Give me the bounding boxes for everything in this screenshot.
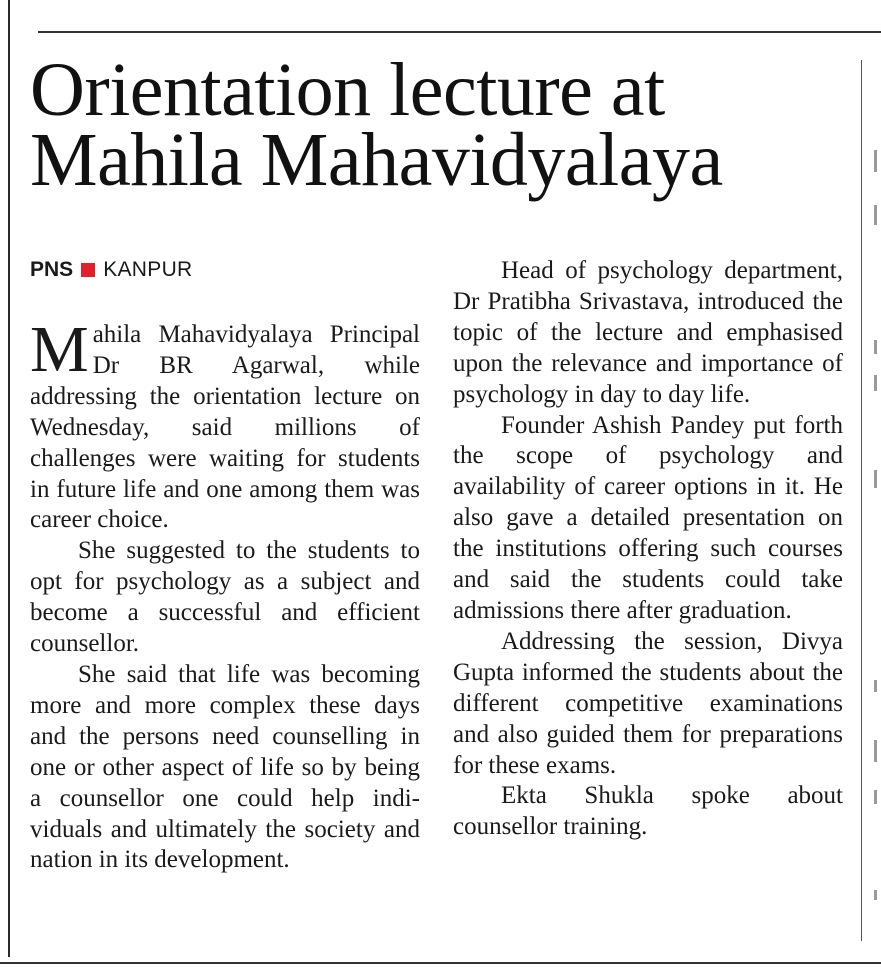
paragraph: Ekta Shukla spoke about counsellor training.	[453, 782, 843, 841]
drop-cap: M	[30, 313, 89, 386]
right-column-rule	[861, 60, 862, 941]
adjacent-column-edge	[870, 40, 881, 940]
byline-agency: PNS	[30, 258, 74, 281]
paragraph: Addressing the session, Divya Gupta informed the students about the different competitive examinations and also guided them for preparations for these exams.	[453, 627, 843, 779]
top-rule	[38, 31, 881, 33]
bottom-rule	[0, 962, 881, 964]
article-column-left	[30, 313, 420, 876]
paragraph: Mahila Mahavidyalaya Principal Dr BR Agarwal, while addressing the orientation lecture on Wednesday, said millions of challenges were waiting for students in future life and one among them was career choice.	[30, 313, 420, 534]
byline-square-icon	[81, 263, 95, 277]
paragraph: Founder Ashish Pandey put forth the scope of psychology and availability of career options in it. He also gave a detailed presentation on the institutions offering such courses and said the students could take admissions there after graduation.	[453, 411, 843, 624]
paragraph: She said that life was becoming more and more complex these days and the persons need counselling in one or other aspect of life so by being a counsellor one could help individuals and ultimately the society and nation in its development.	[30, 660, 420, 874]
previous-article-fragment	[20, 0, 860, 8]
paragraph: She suggested to the students to opt for psychology as a subject and become a successful and efficient counsellor.	[30, 537, 420, 658]
paragraph: Head of psychology department, Dr Pratibha Srivastava, introduced the topic of the lecture and emphasised upon the relevance and importance of psychology in day to day life.	[453, 257, 843, 408]
byline	[30, 258, 193, 282]
headline	[30, 48, 860, 202]
left-column-rule	[8, 0, 10, 957]
headline-line-1: Orientation lecture at	[30, 48, 665, 132]
headline-line-2: Mahila Mahavidyalaya	[30, 118, 723, 202]
article-column-right	[453, 256, 843, 843]
byline-location: KANPUR	[103, 258, 193, 281]
